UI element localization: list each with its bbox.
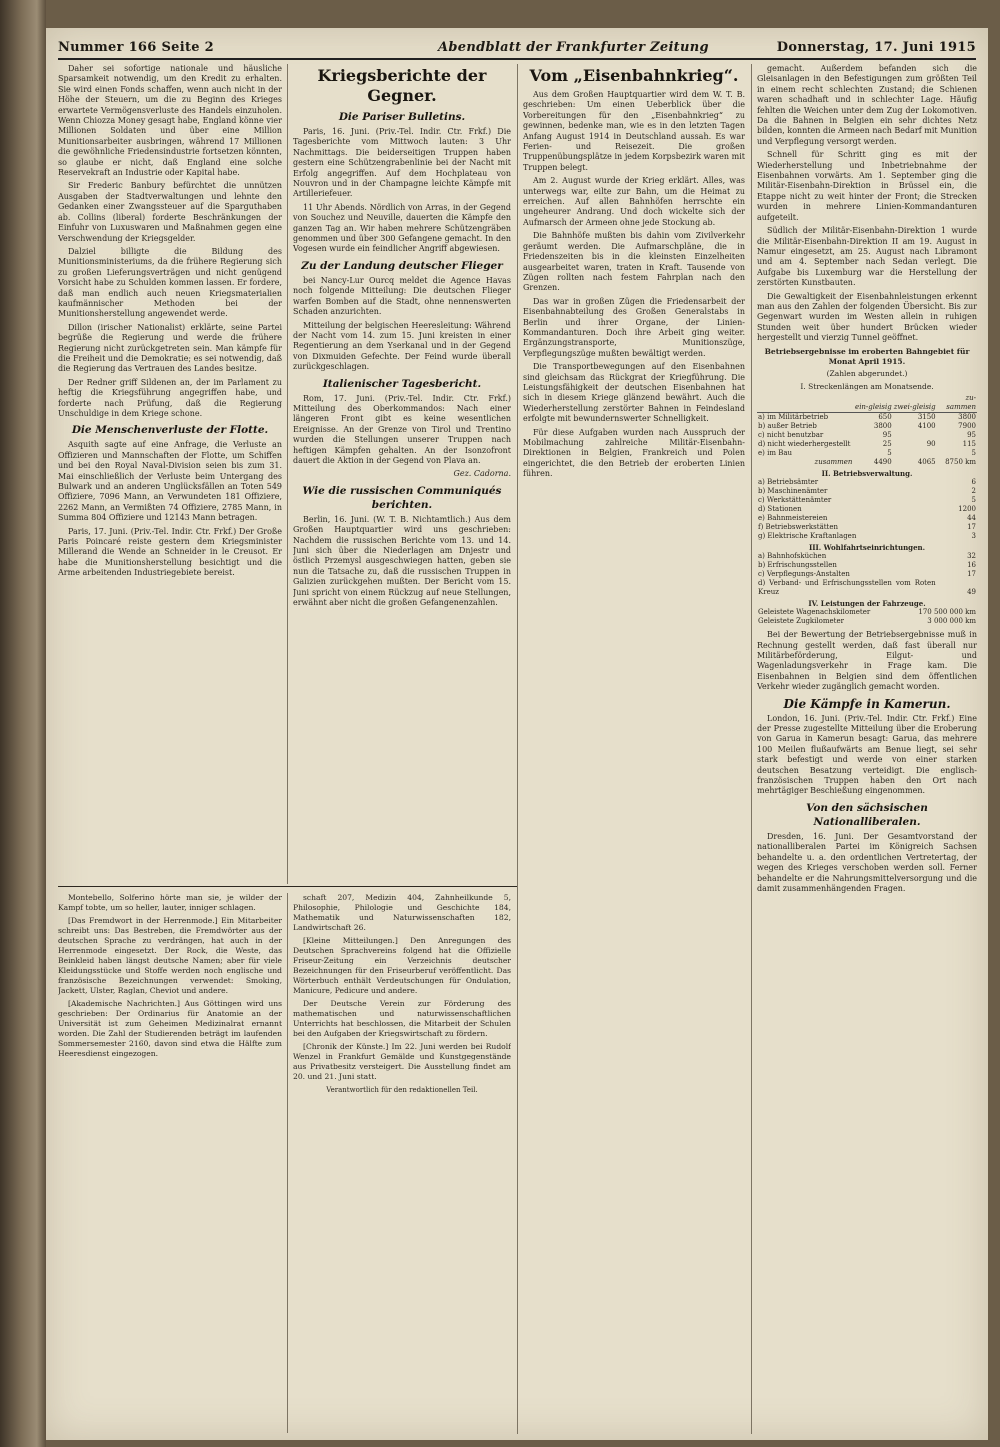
table-cell: 2 xyxy=(971,487,976,496)
table-row xyxy=(757,514,977,523)
article-paragraph: Rom, 17. Juni. (Priv.-Tel. Indir. Ctr. Frkf.) Mitteilung des Oberkommandos: Nach einer längeren Front gibt es keine wesentlichen Ereignisse. An der Grenze von Tirol und Trentino wurden die Stellungen unserer Truppen nach heftigen Kämpfen gehalten. An der Isonzofront dauert die Aktion in der Gegend von Plava an. xyxy=(293,393,511,465)
article-paragraph: [Akademische Nachrichten.] Aus Göttingen wird uns geschrieben: Der Ordinarius für Anatomie an der Universität ist zum Geheimen Medizinalrat ernannt worden. Die Zahl der Studierenden beträgt im laufenden Sommersemester 2160, davon sind etwa die Hälfte zum Heeresdienst eingezogen. xyxy=(58,999,282,1058)
table-cell: d) Verband- und Erfrischungsstellen vom Roten Kreuz xyxy=(758,579,936,597)
table-cell: zusammen xyxy=(814,458,853,467)
table-cell: 44 xyxy=(967,514,976,523)
table-row xyxy=(757,532,977,541)
table-cell: 4490 xyxy=(873,458,892,467)
table-header-cell: ein-gleisig xyxy=(853,394,892,413)
article-paragraph: Daher sei sofortige nationale und häusliche Sparsamkeit notwendig, um den Kredit zu erhalten. Sie wird einen Fonds schaffen, wenn auch nicht in der Höhe der Steuern, um die zu Beginn des Krieges erwartete Vermögensverluste des Handels einzuholen. Wenn Chiozza Money gesagt habe, England könne vier Millionen Soldaten und über eine Million Munitionsarbeiter ausbringen, während 17 Millionen die gewöhnliche Friedensindustrie fortsetzen könnten, so glaube er nicht, daß England eine solche Reservekraft an Industrie oder Kapital habe. xyxy=(58,64,282,178)
table-header-cell xyxy=(757,394,853,413)
table-cell: e) Bahnmeistereien xyxy=(758,514,828,523)
table-row xyxy=(757,541,977,552)
article-paragraph: Die Gewaltigkeit der Eisenbahnleistungen erkennt man aus den Zahlen der folgenden Übersicht. Bis zur Gegenwart wurden im Westen allein in ruhigen Stunden weit über hundert Brücken wieder hergestellt und vierzig Tunnel geöffnet. xyxy=(757,291,977,343)
table-header-row xyxy=(757,394,977,413)
article-paragraph: Die Bahnhöfe mußten bis dahin vom Zivilverkehr geräumt werden. Die Aufmarschpläne, die in Friedenszeiten bis in die kleinsten Einzelheiten ausgearbeitet waren, traten in Kraft. Tausende von Zügen rollten nach festem Fahrplan nach den Grenzen. xyxy=(523,231,745,293)
table-row xyxy=(757,597,977,608)
article-paragraph: Paris, 16. Juni. (Priv.-Tel. Indir. Ctr. Frkf.) Die Tagesberichte vom Mittwoch lauten: 3 Uhr Nachmittags. Die beiderseitigen Truppen haben gestern eine Schützengrabenlinie bei der Nacht mit Erfolg angegriffen. Auf dem Hochplateau von Nouvron und in der Champagne leichte Kämpfe mit Artilleriefeuer. xyxy=(293,127,511,199)
feuilleton-rule xyxy=(58,886,517,887)
section-title: Die Pariser Bulletins. xyxy=(338,111,466,123)
table-cell xyxy=(893,431,937,440)
table-row xyxy=(757,458,977,467)
table-header-cell: zwei-gleisig xyxy=(893,394,937,413)
table-cell: 17 xyxy=(967,570,976,579)
article-paragraph: Aus dem Großen Hauptquartier wird dem W. T. B. geschrieben: Um einen Ueberblick über die Vorbereitungen für den „Eisenbahnkrieg“ zu gewinnen, bedenke man, wie es in den letzten Tagen Anfang August 1914 in Deutschland aussah. Es war Ferien- und Reisezeit. Die großen Truppenübungsplätze in jedem Korpsbezirk waren mit Truppen belegt. xyxy=(523,90,745,172)
table-cell: 17 xyxy=(967,523,976,532)
table-cell: 90 xyxy=(926,440,936,449)
issue-number: Nummer 166 Seite 2 xyxy=(58,40,214,55)
table-row xyxy=(757,467,977,478)
newspaper-page xyxy=(46,28,988,1440)
book-binding xyxy=(0,0,46,1447)
table-row xyxy=(757,422,977,431)
table-cell: e) im Bau xyxy=(758,449,793,458)
article-paragraph: Dalziel billigte die Bildung des Munitionsministeriums, da die frühere Regierung sich zu großen Lieferungsverträgen und nicht genügend Vorsicht habe zu Schulden kommen lassen. Er fordere, daß man endlich auch neuen Kriegsmaterialien kaufmännischer Methoden bei der Munitionsherstellung angewendet werde. xyxy=(58,246,282,319)
table-cell: 95 xyxy=(967,431,976,440)
table-row xyxy=(757,617,977,626)
article-paragraph: 11 Uhr Abends. Nördlich von Arras, in der Gegend von Souchez und Neuville, dauerten die Kämpfe den ganzen Tag an. Wir haben mehrere Schützengräben genommen und über 300 Gefangene gemacht. In den Vogesen wurde ein feindlicher Angriff abgewiesen. xyxy=(293,202,511,254)
table-cell: 32 xyxy=(967,552,976,561)
table-cell: 650 xyxy=(878,413,892,422)
article-paragraph: Der Deutsche Verein zur Förderung des mathematischen und naturwissenschaftlichen Unterrichts hat beschlossen, die Mitarbeit der Schulen bei den Aufgaben der Kriegswirtschaft zu fördern. xyxy=(293,999,511,1038)
article-paragraph: [Kleine Mitteilungen.] Den Anregungen des Deutschen Sprachvereins folgend hat die Offizielle Friseur-Zeitung ein Verzeichnis deutscher Bezeichnungen für den Friseurberuf veröffentlicht. Das Wörterbuch enthält Verdeutschungen für Ondulation, Manicure, Pedicure und andere. xyxy=(293,936,511,995)
table-cell: d) Stationen xyxy=(758,505,802,514)
table-cell: g) Elektrische Kraftanlagen xyxy=(758,532,857,541)
article-paragraph: Der Redner griff Sildenen an, der im Parlament zu heftig die Kriegsführung angegriffen habe, und forderte nach Prüfung, daß die Regierung Unschuldige in dem Kriege schone. xyxy=(58,377,282,418)
article-paragraph: Schnell für Schritt ging es mit der Wiederherstellung und Inbetriebnahme der Eisenbahnen vorwärts. Am 1. September ging die Militär-Eisenbahn-Direktion in Brüssel ein, die Etappe nicht zu weit hinter der Front; die Strecken wurden in mehrere Linien-Kommandanturen aufgeteilt. xyxy=(757,150,977,222)
stats-section: IV. Leistungen der Fahrzeuge. xyxy=(808,599,926,609)
table-cell: b) Erfrischungsstellen xyxy=(758,561,837,570)
table-cell: 49 xyxy=(967,588,976,597)
section-title: Die Kämpfe in Kamerun. xyxy=(783,696,951,711)
table-cell: 3 000 000 km xyxy=(927,617,976,626)
table-cell: c) Verpflegungs-Anstalten xyxy=(758,570,850,579)
article-paragraph: Sir Frederic Banbury befürchtet die unnützen Ausgaben der Stadtverwaltungen und lehnte den Gedanken einer Zwangssteuer auf die Sparguthaben ab. Collins (liberal) forderte Beschränkungen der Einfuhr von Luxuswaren und Maßnahmen gegen eine Verschwendung der Kriegsgelder. xyxy=(58,181,282,243)
newspaper-masthead: Abendblatt der Frankfurter Zeitung xyxy=(438,40,709,55)
column-2 xyxy=(293,64,511,879)
table-row xyxy=(757,487,977,496)
stats-section: II. Betriebsverwaltung. xyxy=(821,469,913,479)
table-cell: 6 xyxy=(971,478,976,487)
table-cell: 3 xyxy=(971,532,976,541)
table-cell: f) Betriebswerkstätten xyxy=(758,523,839,532)
table-header-cell: zu-sammen xyxy=(937,394,977,413)
table-cell: 3800 xyxy=(873,422,892,431)
table-row xyxy=(757,608,977,617)
table-cell: 4065 xyxy=(917,458,936,467)
table-cell: b) Maschinenämter xyxy=(758,487,828,496)
article-paragraph: Die Transportbewegungen auf den Eisenbahnen sind gleichsam das Rückgrat der Kriegführung. Die Leistungsfähigkeit der deutschen Eisenbahnen hat sich in diesem Kriege glänzend bewährt. Auch die Wiederherstellung zerstörter Bahnen in Feindesland erfolgte mit bewundernswerter Schnelligkeit. xyxy=(523,362,745,424)
feuilleton-column-1 xyxy=(58,893,282,1433)
section-title: Die Menschenverluste der Flotte. xyxy=(71,424,269,437)
table-cell: c) Werkstättenämter xyxy=(758,496,832,505)
section-title: Italienischer Tagesbericht. xyxy=(322,377,482,390)
stats-subtitle: (Zahlen abgerundet.) xyxy=(826,369,908,379)
table-row xyxy=(757,496,977,505)
article-paragraph: Montebello, Solferino hörte man sie, je wilder der Kampf tobte, um so heller, lauter, inniger schlagen. xyxy=(58,893,282,912)
column-rule xyxy=(287,893,288,1433)
table-cell: 3150 xyxy=(917,413,936,422)
article-paragraph: Für diese Aufgaben wurden nach Ausspruch der Mobilmachung zahlreiche Militär-Eisenbahn-Direktionen in Belgien, Frankreich und Polen eingerichtet, die den Betrieb der eroberten Linien führen. xyxy=(523,427,745,479)
column-rule xyxy=(287,64,288,884)
article-paragraph: Am 2. August wurde der Krieg erklärt. Alles, was unterwegs war, eilte zur Bahn, um die Heimat zu erreichen. Auf allen Bahnhöfen herrschte ein ungeheurer Andrang. Und doch wickelte sich der Aufmarsch der Armeen ohne jede Stockung ab. xyxy=(523,176,745,227)
article-paragraph: bei Nancy-Lur Ourcq meldet die Agence Havas noch folgende Mitteilung: Die deutschen Flieger warfen Bomben auf die Stadt, ohne nennenswerten Schaden anzurichten. xyxy=(293,275,511,317)
table-row xyxy=(757,505,977,514)
table-cell: 8750 km xyxy=(945,458,976,467)
footnote: Verantwortlich für den redaktionellen Teil. xyxy=(326,1086,478,1094)
table-cell: a) Bahnhofsküchen xyxy=(758,552,827,561)
table-cell: d) nicht wiederhergestellt xyxy=(758,440,851,449)
table-row xyxy=(757,579,977,597)
table-cell: 5 xyxy=(971,449,976,458)
table-row xyxy=(757,552,977,561)
table-cell: 115 xyxy=(962,440,976,449)
article-paragraph: Paris, 17. Juni. (Priv.-Tel. Indir. Ctr. Frkf.) Der Große Paris Poincaré reiste gestern dem Kriegsminister Millerand die Wende an Schneider in le Creusot. Er habe die Munitionsherstellung besichtigt und die Arme arbeitenden Industriegebiete bereist. xyxy=(58,526,282,578)
section-title: Zu der Landung deutscher Flieger xyxy=(301,259,503,272)
article-paragraph: [Chronik der Künste.] Im 22. Juni werden bei Rudolf Wenzel in Frankfurt Gemälde und Kunstgegenstände aus Privatbesitz versteigert. Die Ausstellung findet am 20. und 21. Juni statt. xyxy=(293,1042,511,1081)
table-cell: 5 xyxy=(887,449,892,458)
column-4 xyxy=(757,64,977,1434)
table-row xyxy=(757,413,977,423)
table-row xyxy=(757,449,977,458)
table-cell: 4100 xyxy=(917,422,936,431)
article-paragraph: Berlin, 16. Juni. (W. T. B. Nichtamtlich.) Aus dem Großen Hauptquartier wird uns geschrieben: Nachdem die russischen Berichte vom 13. und 14. Juni sich über die Niederlagen am Dnjestr und östlich Przemysl ausgeschwiegen hatten, geben sie nun die Tatsache zu, daß die russischen Truppen in Galizien zurückgehen mußten. Der Bericht vom 15. Juni spricht von einem Rückzug auf neue Stellungen, erwähnt aber nicht die großen Gefangenenzahlen. xyxy=(293,514,511,608)
table-row xyxy=(757,561,977,570)
column-rule xyxy=(517,64,518,1434)
table-cell: a) Betriebsämter xyxy=(758,478,819,487)
table-cell: 5 xyxy=(971,496,976,505)
article-paragraph: Dillon (irischer Nationalist) erklärte, seine Partei begrüße die Regierung und werde die frühere Regierung nicht zurückgetreten sein. Man kämpfe für die Freiheit und die Demokratie; es sei notwendig, daß die Regierung das Vertrauen des Landes besitze. xyxy=(58,322,282,374)
table-cell: Geleistete Wagenachskilometer xyxy=(758,608,871,617)
table-cell: 7900 xyxy=(958,422,976,431)
stats-section: III. Wohlfahrtseinrichtungen. xyxy=(808,543,926,553)
feuilleton-column-2 xyxy=(293,893,511,1433)
column-rule xyxy=(751,64,752,1434)
article-paragraph: Asquith sagte auf eine Anfrage, die Verluste an Offizieren und Mannschaften der Flotte, um Schiffen und bei den Royal Naval-Division seien bis zum 31. Mai einschließlich der Verluste beim Untergang des Bulwark und an anderen Unglücksfällen an Toten 549 Offiziere, 7096 Mann, an Verwundeten 181 Offiziere, 2262 Mann, an Vermißten 74 Offiziere, 2785 Mann, in Summa 804 Offiziere und 12143 Mann betragen. xyxy=(58,440,282,523)
table-cell xyxy=(893,449,937,458)
article-paragraph: Bei der Bewertung der Betriebsergebnisse muß in Rechnung gestellt werden, daß fast überall nur Militärbeförderung, Eilgut- und Wagenladungsverkehr in Frage kam. Die Eisenbahnen in Belgien sind dem öffentlichen Verkehr wieder zugänglich gemacht worden. xyxy=(757,630,977,692)
article-paragraph: Südlich der Militär-Eisenbahn-Direktion 1 wurde die Militär-Eisenbahn-Direktion II am 19. August in Namur eingesetzt, am 25. August nach Libramont und am 4. September nach Sedan verlegt. Die Aufgabe bis Luxemburg war die Herstellung der zerstörten Kunstbauten. xyxy=(757,226,977,288)
table-cell: 16 xyxy=(967,561,976,570)
section-title: Wie die russischen Communiqués berichten. xyxy=(302,484,502,511)
table-cell: Geleistete Zugkilometer xyxy=(758,617,844,626)
stats-section: I. Streckenlängen am Monatsende. xyxy=(800,381,934,391)
article-paragraph: Dresden, 16. Juni. Der Gesamtvorstand der nationalliberalen Partei im Königreich Sachsen behandelte u. a. den ordentlichen Vertretertag, der wegen des Krieges verschoben werden soll. Ferner behandelte er die Nahrungsmittelversorgung und die damit zusammenhängenden Fragen. xyxy=(757,831,977,893)
article-paragraph: London, 16. Juni. (Priv.-Tel. Indir. Ctr. Frkf.) Eine der Presse zugestellte Mitteilung über die Eroberung von Garua in Kamerun besagt: Garua, das mehrere 100 Meilen flußaufwärts am Benue liegt, sei sehr stark befestigt und werde von einer starken deutschen Besatzung verteidigt. Die englisch-französischen Truppen haben den Ort nach mehrtägiger Beschießung eingenommen. xyxy=(757,713,977,796)
page-header xyxy=(58,38,976,60)
table-cell: c) nicht benutzbar xyxy=(758,431,824,440)
article-title: Vom „Eisenbahnkrieg“. xyxy=(529,66,739,85)
article-paragraph: schaft 207, Medizin 404, Zahnheilkunde 5, Philosophie, Philologie und Geschichte 184, Mathematik und Naturwissenschaften 182, Landwirtschaft 26. xyxy=(293,893,511,932)
column-3 xyxy=(523,64,745,1434)
table-row xyxy=(757,570,977,579)
section-title: Von den sächsischen Nationalliberalen. xyxy=(806,801,928,828)
table-cell: a) im Militärbetrieb xyxy=(758,413,829,422)
article-paragraph: [Das Fremdwort in der Herrenmode.] Ein Mitarbeiter schreibt uns: Das Bestreben, die Fremdwörter aus der deutschen Sprache zu verdrängen, hat auch in der Herrenmode eingesetzt. Der Rock, die Weste, das Beinkleid haben längst deutsche Namen; aber für viele Kleidungsstücke und Stoffe werden noch englische und französische Bezeichnungen verwendet: Smoking, Jackett, Ulster, Raglan, Cheviot und andere. xyxy=(58,916,282,995)
article-title: Kriegsberichte der Gegner. xyxy=(317,66,487,105)
table-row xyxy=(757,523,977,532)
table-row xyxy=(757,431,977,440)
table-cell: 3800 xyxy=(958,413,976,422)
table-cell: 1200 xyxy=(958,505,976,514)
table-cell: 170 500 000 km xyxy=(918,608,976,617)
signature: Gez. Cadorna. xyxy=(453,469,511,479)
article-paragraph: Mitteilung der belgischen Heeresleitung: Während der Nacht vom 14. zum 15. Juni kreisten in einer Regentierung an dem Yserkanal und in der Gegend von Dixmuiden Gefechte. Der Feind wurde überall zurückgeschlagen. xyxy=(293,320,511,372)
article-paragraph: Das war in großen Zügen die Friedensarbeit der Eisenbahnabteilung des Großen Generalstabs in Berlin und ihrer Organe, der Linien-Kommandanturen. Doch ihre Arbeit ging weiter. Ergänzungstransporte, Munitionszüge, Verpflegungszüge mußten bewältigt werden. xyxy=(523,296,745,358)
table-row xyxy=(757,478,977,487)
article-paragraph: gemacht. Außerdem befanden sich die Gleisanlagen in den Befestigungen zum größten Teil in einem recht schlechten Zustand; die Schienen waren schadhaft und in schlechter Lage. Häufig fehlten die Weichen unter dem Zug der Lokomotiven. Da die Bahnen in Belgien ein sehr dichtes Netz bilden, konnten die Armeen nach Bedarf mit Munition und Verpflegung versorgt werden. xyxy=(757,64,977,146)
table-cell: 25 xyxy=(882,440,892,449)
stats-table xyxy=(757,394,977,626)
stats-title: Betriebsergebnisse im eroberten Bahngebiet für Monat April 1915. xyxy=(764,346,970,366)
table-row xyxy=(757,440,977,449)
table-cell: b) außer Betrieb xyxy=(758,422,817,431)
table-cell: 95 xyxy=(882,431,892,440)
issue-date: Donnerstag, 17. Juni 1915 xyxy=(776,40,976,55)
